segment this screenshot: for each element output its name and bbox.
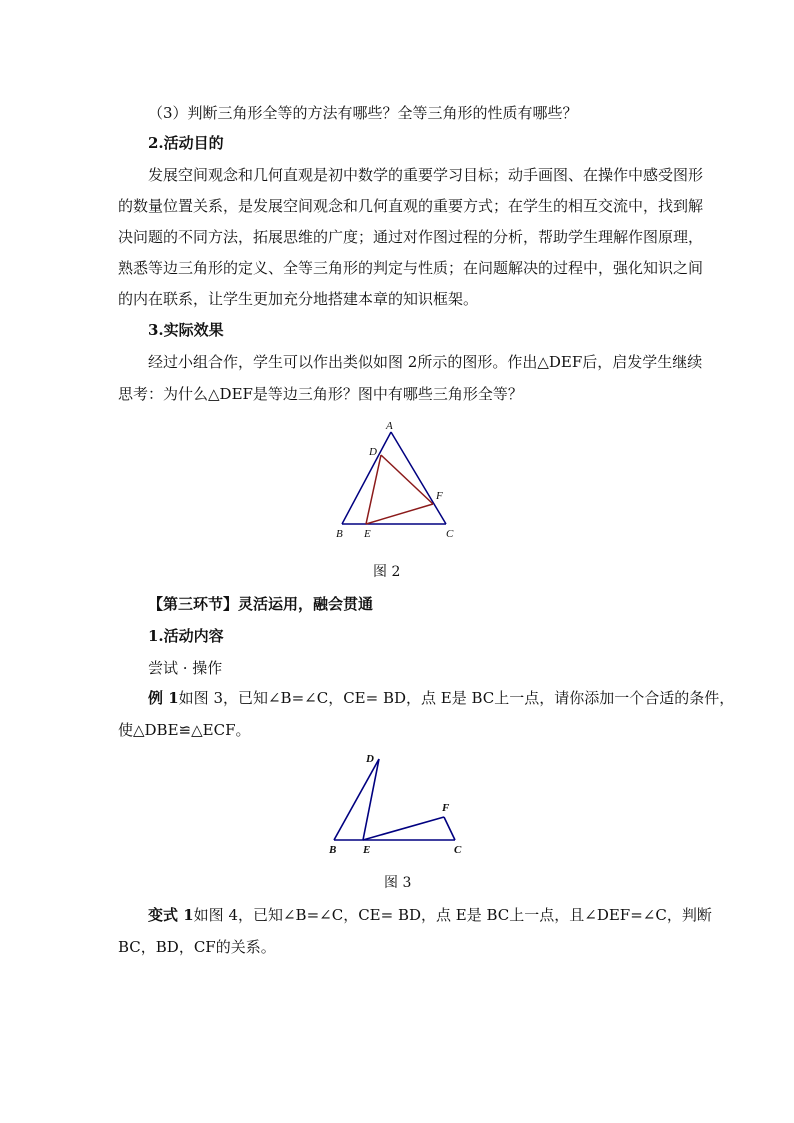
fig3-label-f: F [442,802,450,814]
section-title-effect: 3.实际效果 [148,321,224,339]
effect-line-2: 思考：为什么△DEF是等边三角形？图中有哪些三角形全等？ [118,385,523,403]
section-heading-3: 【第三环节】灵活运用，融会贯通 [148,595,374,613]
figure-3-caption: 图 3 [384,875,412,891]
variant-1-label: 变式 1 [148,906,194,924]
fig2-side-ef [366,504,433,524]
purpose-line-4: 熟悉等边三角形的定义、全等三角形的判定与性质；在问题解决的过程中，强化知识之间 [118,259,704,277]
figure-2 [330,418,470,543]
purpose-line-3: 决问题的不同方法，拓展思维的广度；通过对作图过程的分析，帮助学生理解作图原理， [118,228,704,246]
section-title-purpose: 2.活动目的 [148,134,224,152]
purpose-line-5: 的内在联系，让学生更加充分地搭建本章的知识框架。 [118,290,479,308]
fig2-label-b: B [336,528,343,540]
fig3-side-bd [334,759,379,840]
try-operate: 尝试 · 操作 [148,659,223,677]
variant-1-line-2: BC，BD，CF的关系。 [118,938,276,956]
fig3-label-c: C [454,844,462,856]
fig2-label-c: C [446,528,454,540]
variant-1-text: 如图 4，已知∠B=∠C，CE= BD，点 E是 BC上一点，且∠DEF=∠C，判断 [193,906,712,924]
purpose-line-2: 的数量位置关系，是发展空间观念和几何直观的重要方式；在学生的相互交流中，找到解 [118,197,704,215]
fig2-side-df [381,455,433,504]
effect-line-1: 经过小组合作，学生可以作出类似如图 2所示的图形。作出△DEF后，启发学生继续 [148,353,703,371]
fig3-label-b: B [329,844,337,856]
fig3-side-de [363,759,379,840]
fig2-side-ab [342,432,391,524]
example-1-line-1 [148,688,734,708]
fig2-label-d: D [369,446,377,458]
purpose-line-1: 发展空间观念和几何直观是初中数学的重要学习目标；动手画图、在操作中感受图形 [148,166,704,184]
figure-2-caption: 图 2 [373,564,401,580]
example-1-label: 例 1 [148,689,179,707]
fig3-label-e: E [363,844,371,856]
fig3-label-d: D [366,753,374,765]
fig3-side-ef [363,817,444,840]
fig2-label-a: A [386,420,393,432]
fig2-side-ac [391,432,446,524]
figure-3 [325,750,475,860]
fig3-side-fc [444,817,455,840]
activity-title: 1.活动内容 [148,627,224,645]
fig2-label-e: E [364,528,371,540]
example-1-text: 如图 3，已知∠B=∠C，CE= BD，点 E是 BC上一点，请你添加一个合适的条件， [178,689,735,707]
example-1-line-2: 使△DBE≌△ECF。 [118,721,251,739]
question-3: （3）判断三角形全等的方法有哪些？全等三角形的性质有哪些？ [148,104,578,122]
variant-1-line-1 [148,905,712,925]
fig2-label-f: F [436,490,443,502]
